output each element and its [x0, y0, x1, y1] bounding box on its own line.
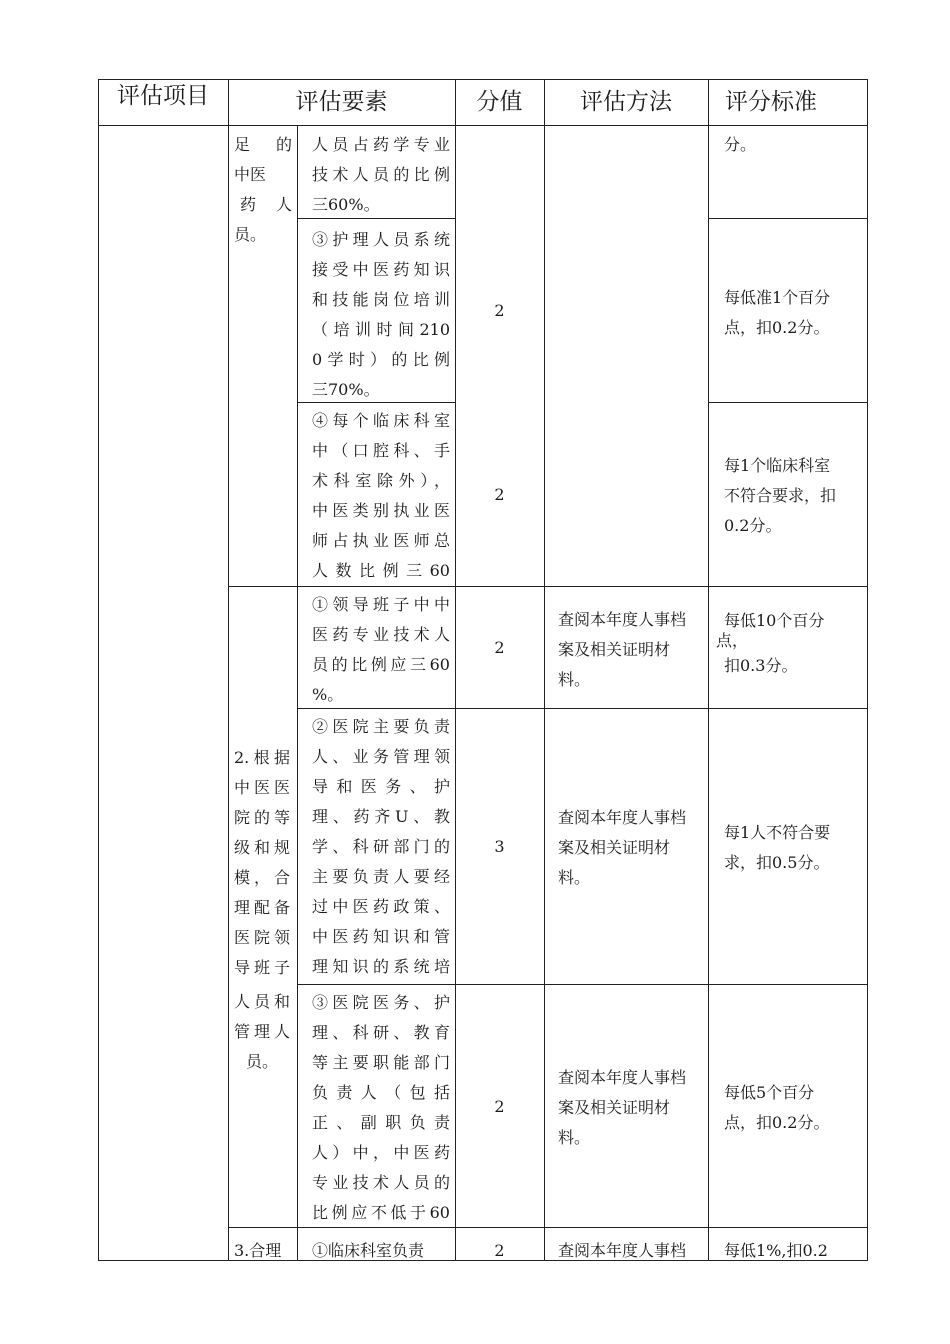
score-cell-7: 2: [494, 1241, 505, 1260]
element-line: 负责人（包括: [312, 1083, 450, 1102]
sub-item-line: 院的等: [234, 808, 290, 827]
column-divider: [297, 125, 298, 1260]
standard-line: 点，扣0.2分。: [724, 1113, 830, 1132]
element-line: ①领导班子中中: [312, 595, 450, 614]
column-divider: [544, 79, 545, 1260]
standard-cell-1: [724, 130, 860, 160]
column-divider: [708, 79, 709, 1260]
method-line: 案及相关证明材: [558, 1098, 671, 1117]
sub-item-line: 中医: [234, 165, 267, 184]
row-divider: [297, 984, 868, 985]
element-line: 等主要职能部门: [312, 1053, 450, 1072]
element-line: 技术人员的比例: [312, 165, 450, 184]
element-cell-7: ①临床科室负责: [312, 1241, 425, 1260]
score-cell-4: 2: [494, 638, 505, 657]
sub-item-line: 员。: [245, 1052, 278, 1071]
sub-item-2: [234, 743, 290, 1077]
row-divider: [708, 218, 868, 219]
standard-line: 点，: [716, 631, 749, 650]
element-line: 和技能岗位培训: [312, 290, 450, 309]
header-standard-label: 评分标准: [725, 89, 817, 115]
header-method: 评估方法: [580, 89, 672, 115]
element-line: 主要负责人要经: [312, 867, 450, 886]
method-cell-5: [558, 803, 706, 893]
score-cell-5: 3: [494, 837, 505, 856]
element-line: 人、业务管理领: [312, 747, 450, 766]
score-cell-3: 2: [494, 485, 505, 504]
element-line: 人员占药学专业: [312, 135, 450, 154]
standard-line: 点，扣0.2分。: [724, 318, 830, 337]
standard-line: 扣0.3分。: [724, 656, 798, 675]
element-cell-2: [312, 225, 450, 405]
element-line: 正、副职负责: [312, 1113, 450, 1132]
header-bottom-line: [98, 125, 868, 126]
standard-cell-3: [724, 451, 864, 541]
element-line: 三70%。: [312, 380, 380, 399]
sub-item-3: 3.合理: [234, 1241, 282, 1260]
method-line: 查阅本年度人事档: [558, 808, 687, 827]
method-line: 案及相关证明材: [558, 640, 671, 659]
sub-item-line: 2.根据: [234, 748, 290, 767]
element-cell-3: [312, 406, 450, 586]
sub-item-line: 药 人: [240, 195, 292, 214]
element-line: 人数比例三60: [312, 561, 450, 580]
method-line: 料。: [558, 1128, 591, 1147]
element-line: ④每个临床科室: [312, 411, 450, 430]
element-line: 接受中医药知识: [312, 260, 450, 279]
element-line: 比例应不低于60: [312, 1203, 450, 1222]
standard-cell-6: [724, 1078, 864, 1138]
element-line: 0学时）的比例: [312, 350, 450, 369]
element-line: 中医药知识和管: [312, 927, 450, 946]
element-line: ②医院主要负责: [312, 717, 450, 736]
header-item: 评估项目: [117, 83, 209, 109]
element-line: 理知识的系统培: [312, 957, 450, 976]
method-cell-4: [558, 605, 706, 695]
element-line: 专业技术人员的: [312, 1173, 450, 1192]
element-line: ③护理人员系统: [312, 230, 450, 249]
sub-item-line: 理配备: [234, 898, 290, 917]
element-cell-6: [312, 988, 450, 1228]
element-line: 中（口腔科、手: [312, 441, 450, 460]
element-line: %。: [312, 685, 344, 704]
standard-cell-5: [724, 818, 864, 878]
element-line: 师占执业医师总: [312, 531, 450, 550]
standard-line: 每低准1个百分: [724, 288, 831, 307]
table-border-right: [867, 79, 868, 1260]
element-line: 三60%。: [312, 195, 380, 214]
sub-item-line: 管理人: [234, 1022, 290, 1041]
method-line: 查阅本年度人事档: [558, 1068, 687, 1087]
element-line: 中医类别执业医: [312, 501, 450, 520]
row-divider: [708, 402, 868, 403]
element-line: 术科室除外），: [312, 471, 450, 490]
score-cell-2: 2: [494, 301, 505, 320]
element-line: 导和医务、护: [312, 777, 450, 796]
standard-cell-4: [716, 609, 866, 683]
element-line: 医药专业技术人: [312, 625, 450, 644]
standard-line: 每低5个百分: [724, 1083, 815, 1102]
method-cell-7: 查阅本年度人事档: [558, 1241, 687, 1260]
method-line: 查阅本年度人事档: [558, 610, 687, 629]
standard-line: 不符合要求，扣: [724, 486, 837, 505]
row-divider: [228, 586, 868, 587]
column-divider: [228, 79, 229, 1260]
standard-line: 分。: [724, 135, 757, 154]
sub-item-line: 模，合: [234, 868, 290, 887]
sub-item-line: 足 的: [234, 135, 292, 154]
header-score: 分值: [476, 89, 523, 115]
method-cell-6: [558, 1063, 706, 1153]
method-line: 料。: [558, 868, 591, 887]
sub-item-line: 中医医: [234, 778, 290, 797]
element-line: 理、科研、教育: [312, 1023, 450, 1042]
sub-item-1: [234, 130, 292, 250]
header-elements: 评估要素: [295, 89, 388, 115]
standard-line: 每1个临床科室: [724, 456, 831, 475]
header-standard: [725, 82, 867, 122]
method-line: 案及相关证明材: [558, 838, 671, 857]
sub-item-line: 医院领: [234, 928, 290, 947]
standard-cell-2: [724, 283, 864, 343]
sub-item-line: 级和规: [234, 838, 290, 857]
element-line: 理、药齐U、教: [312, 807, 450, 826]
standard-line: 0.2分。: [724, 516, 782, 535]
element-line: ③医院医务、护: [312, 993, 450, 1012]
element-line: （培训时间210: [312, 320, 450, 339]
element-line: 人）中，中医药: [312, 1143, 450, 1162]
method-line: 料。: [558, 670, 591, 689]
element-line: 学、科研部门的: [312, 837, 450, 856]
element-cell-4: [312, 590, 450, 710]
element-cell-5: [312, 712, 450, 982]
sub-item-line: 导班子: [234, 958, 290, 977]
column-divider: [455, 79, 456, 1260]
score-cell-6: 2: [494, 1097, 505, 1116]
table-border-left: [98, 79, 99, 1260]
sub-item-line: 人员和: [234, 992, 290, 1011]
standard-line: 求，扣0.5分。: [724, 853, 830, 872]
element-cell-1: [312, 130, 450, 220]
sub-item-line: 员。: [234, 225, 267, 244]
element-line: 员的比例应三60: [312, 655, 450, 674]
standard-cell-7: 每低1%,扣0.2: [724, 1241, 828, 1260]
element-line: 过中医药政策、: [312, 897, 450, 916]
standard-line: 每低10个百分: [724, 611, 825, 630]
standard-line: 每1人不符合要: [724, 823, 831, 842]
